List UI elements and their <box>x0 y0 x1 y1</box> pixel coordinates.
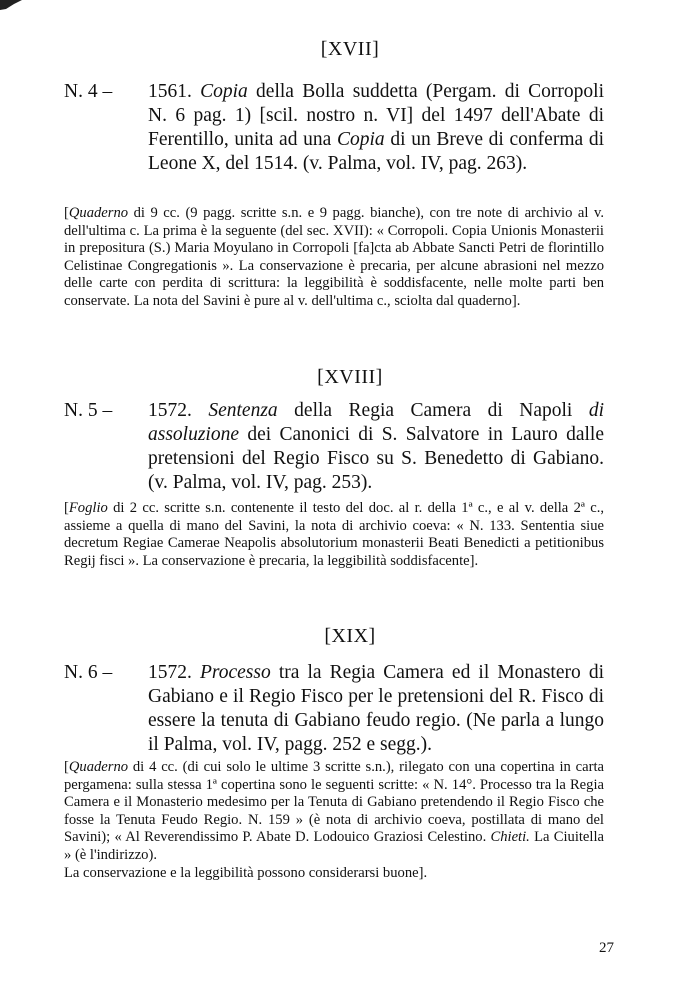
note-text <box>64 500 604 570</box>
archival-note-xvii <box>64 205 604 311</box>
text-run: di un Breve di conferma di Leone X, del 1514. (v. Palma, vol. IV, pag. 263). <box>148 129 604 174</box>
section-heading-xvii: [XVII] <box>320 38 380 60</box>
text-run: 1572. <box>148 662 200 683</box>
entry-text <box>148 661 604 757</box>
entry-xviii <box>64 399 604 495</box>
italic-run: Quaderno <box>68 759 129 775</box>
scan-corner-mark <box>0 0 22 10</box>
note-text <box>64 205 604 311</box>
page-number: 27 <box>599 940 614 956</box>
italic-run: di assoluzione <box>148 400 604 445</box>
italic-run: Processo <box>199 662 271 683</box>
text-run: [ <box>64 759 69 775</box>
italic-run: Copia <box>337 129 385 150</box>
entry-xix <box>64 661 604 757</box>
text-run: [ <box>64 205 69 221</box>
text-run: La Ciuitella » (è l'indirizzo). <box>64 829 604 863</box>
entry-text <box>148 80 604 176</box>
text-run: 1572. <box>148 400 209 421</box>
section-heading-xviii: [XVIII] <box>317 366 383 388</box>
italic-run: Copia <box>200 81 248 102</box>
note-tail: La conservazione e la leggibilità possono considerarsi buone]. <box>64 864 428 881</box>
text-run: di 4 cc. (di cui solo le ultime 3 scritte s.n.), rilegato con una copertina in carta pergamena: sulla stessa 1ª copertina sono le seguenti scritte: « N. 14°. Processo tra la Regia Camera e il Monasterio medesimo per la Tenuta di Gabiano pretendendo il Regio Fisco che fosse la Tenuta Feudo Regio. N. 159 » (è nota di archivio coeva, postillata di mano del Savini); « Al Reverendissimo P. Abate D. Lodouico Graziosi Celestino. <box>64 759 604 846</box>
archival-note-xviii <box>64 500 604 570</box>
italic-run: Foglio <box>68 500 108 516</box>
text-run: di 2 cc. scritte s.n. contenente il testo del doc. al r. della 1ª c., e al v. della 2ª c., assieme a quella di mano del Savini, la nota di archivio coeva: « N. 133. Sententia siue decretum Regiae Camerae Neapolis absolutorium monasterii Beati Benedicti a petitionibus Regij fisci ». La conservazione è precaria, la leggibilità soddisfacente]. <box>64 500 604 569</box>
text-run: della Regia Camera di Napoli <box>277 400 589 421</box>
entry-number: N. 5 – <box>64 400 113 421</box>
entry-text <box>148 399 604 495</box>
text-run: di 9 cc. (9 pagg. scritte s.n. e 9 pagg. bianche), con tre note di archivio al v. dell'ultima c. La prima è la seguente (del sec. XVII): « Corropoli. Copia Unionis Monasterii in prepositura (S.) Maria Moyulano in Corropoli [fa]cta ab Abbate Sancti Petri de florintillo Celistinae Congregationis ». La conservazione è precaria, per alcune abrasioni nel mezzo delle carte con perdita di scrittura: la leggibilità è soddisfacente, nelle molte parti ben conservate. La nota del Savini è pure al v. dell'ultima c., sciolta dal quaderno]. <box>64 205 604 309</box>
entry-number: N. 6 – <box>64 662 113 683</box>
italic-run: Chieti. <box>490 829 530 846</box>
italic-run: Quaderno <box>68 205 129 221</box>
text-run: dei Canonici di S. Salvatore in Lauro dalle pretensioni del Regio Fisco su S. Benedetto di Gabiano. (v. Palma, vol. IV, pag. 253). <box>148 424 604 493</box>
section-heading-xix: [XIX] <box>324 625 376 647</box>
entry-xvii <box>64 80 604 176</box>
italic-run: Sentenza <box>208 400 278 421</box>
archival-note-xix <box>64 759 604 882</box>
text-run: tra la Regia Camera ed il Monastero di Gabiano e il Regio Fisco per le pretensioni del R. Fisco di essere la tenuta di Gabiano feudo regio. (Ne parla a lungo il Palma, vol. IV, pagg. 252 e segg.). <box>148 662 604 755</box>
text-run: 1561. <box>148 81 201 102</box>
text-run: [ <box>64 500 69 516</box>
note-text <box>64 759 604 865</box>
entry-number: N. 4 – <box>64 81 113 102</box>
text-run: della Bolla suddetta (Pergam. di Corropoli N. 6 pag. 1) [scil. nostro n. VI] del 1497 dell'Abate di Ferentillo, unita ad una <box>148 81 604 150</box>
